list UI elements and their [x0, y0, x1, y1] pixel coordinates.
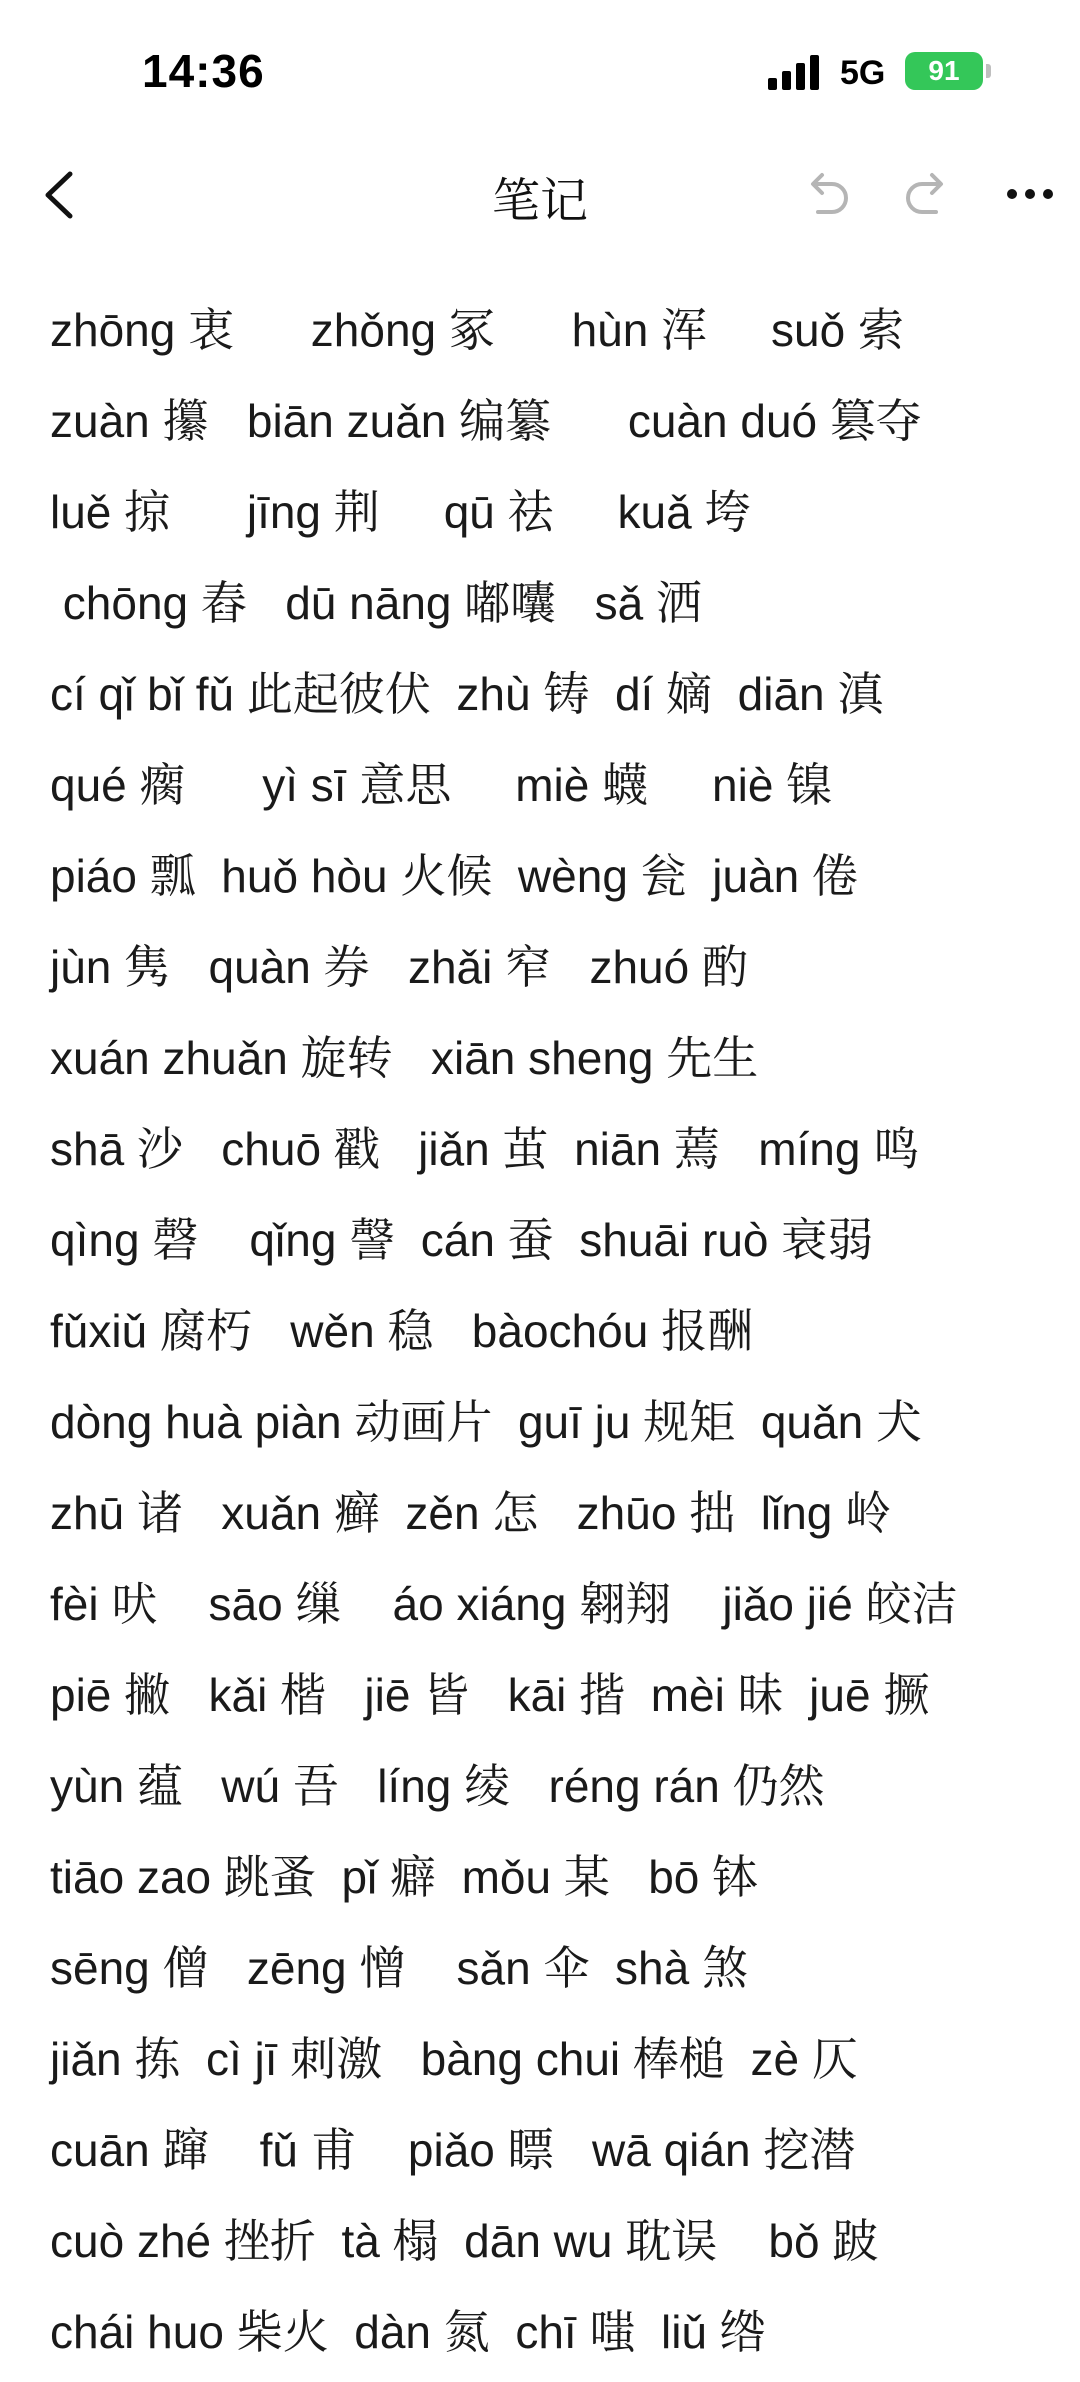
nav-bar: [0, 140, 1080, 250]
note-line: qué 瘸 yì sī 意思 miè 蠛 niè 镍: [50, 759, 833, 811]
note-line: tiāo zao 跳蚤 pǐ 癖 mǒu 某 bō 钵: [50, 1851, 759, 1903]
battery-level: 91: [928, 55, 960, 86]
note-line: cí qǐ bǐ fǔ 此起彼伏 zhù 铸 dí 嫡 diān 滇: [50, 668, 884, 720]
note-line: piē 撇 kǎi 楷 jiē 皆 kāi 揩 mèi 昧 juē 撅: [50, 1669, 930, 1721]
network-type: 5G: [840, 54, 886, 92]
redo-icon[interactable]: [898, 164, 958, 224]
note-line: jiǎn 拣 cì jī 刺激 bàng chui 棒槌 zè 仄: [50, 2033, 858, 2085]
note-line: sēng 僧 zēng 憎 sǎn 伞 shà 煞: [50, 1942, 748, 1994]
note-line: fǔxiǔ 腐朽 wěn 稳 bàochóu 报酬: [50, 1305, 754, 1357]
note-line: piáo 瓢 huǒ hòu 火候 wèng 瓮 juàn 倦: [50, 850, 858, 902]
note-line: zhū 诸 xuǎn 癣 zěn 怎 zhūo 拙 lǐng 岭: [50, 1487, 892, 1539]
signal-strength-icon: [766, 54, 826, 90]
note-line: yùn 蕴 wú 吾 líng 绫 réng rán 仍然: [50, 1760, 825, 1812]
note-line: cuò zhé 挫折 tà 榻 dān wu 耽误 bǒ 跛: [50, 2215, 879, 2267]
note-line: chōng 舂 dū nāng 嘟囔 sǎ 洒: [50, 577, 702, 629]
note-line: cuān 蹿 fǔ 甫 piǎo 瞟 wā qián 挖潜: [50, 2124, 856, 2176]
note-line: xuán zhuǎn 旋转 xiān sheng 先生: [50, 1032, 759, 1084]
note-line: jùn 隽 quàn 券 zhǎi 窄 zhuó 酌: [50, 941, 748, 993]
note-line: zuàn 攥 biān zuǎn 编纂 cuàn duó 篡夺: [50, 395, 922, 447]
more-horizontal-icon[interactable]: [1000, 164, 1060, 224]
battery-indicator: [905, 52, 983, 90]
note-line: chái huo 柴火 dàn 氮 chī 嗤 liǔ 绺: [50, 2306, 766, 2358]
note-line: shā 沙 chuō 戳 jiǎn 茧 niān 蔫 míng 鸣: [50, 1123, 920, 1175]
undo-icon[interactable]: [796, 164, 856, 224]
battery-cap: [986, 64, 991, 78]
note-line: zhōng 衷 zhǒng 冢 hùn 浑 suǒ 索: [50, 304, 904, 356]
page-title: 笔记: [491, 175, 588, 228]
note-line: qìng 磬 qǐng 謦 cán 蚕 shuāi ruò 衰弱: [50, 1214, 874, 1266]
note-line: fèi 吠 sāo 缫 áo xiáng 翱翔 jiǎo jié 皎洁: [50, 1578, 958, 1630]
status-bar: [0, 0, 1080, 140]
note-line: luě 掠 jīng 荆 qū 祛 kuǎ 垮: [50, 486, 751, 538]
status-time: 14:36: [142, 45, 265, 97]
note-line: dòng huà piàn 动画片 guī ju 规矩 quǎn 犬: [50, 1396, 922, 1448]
